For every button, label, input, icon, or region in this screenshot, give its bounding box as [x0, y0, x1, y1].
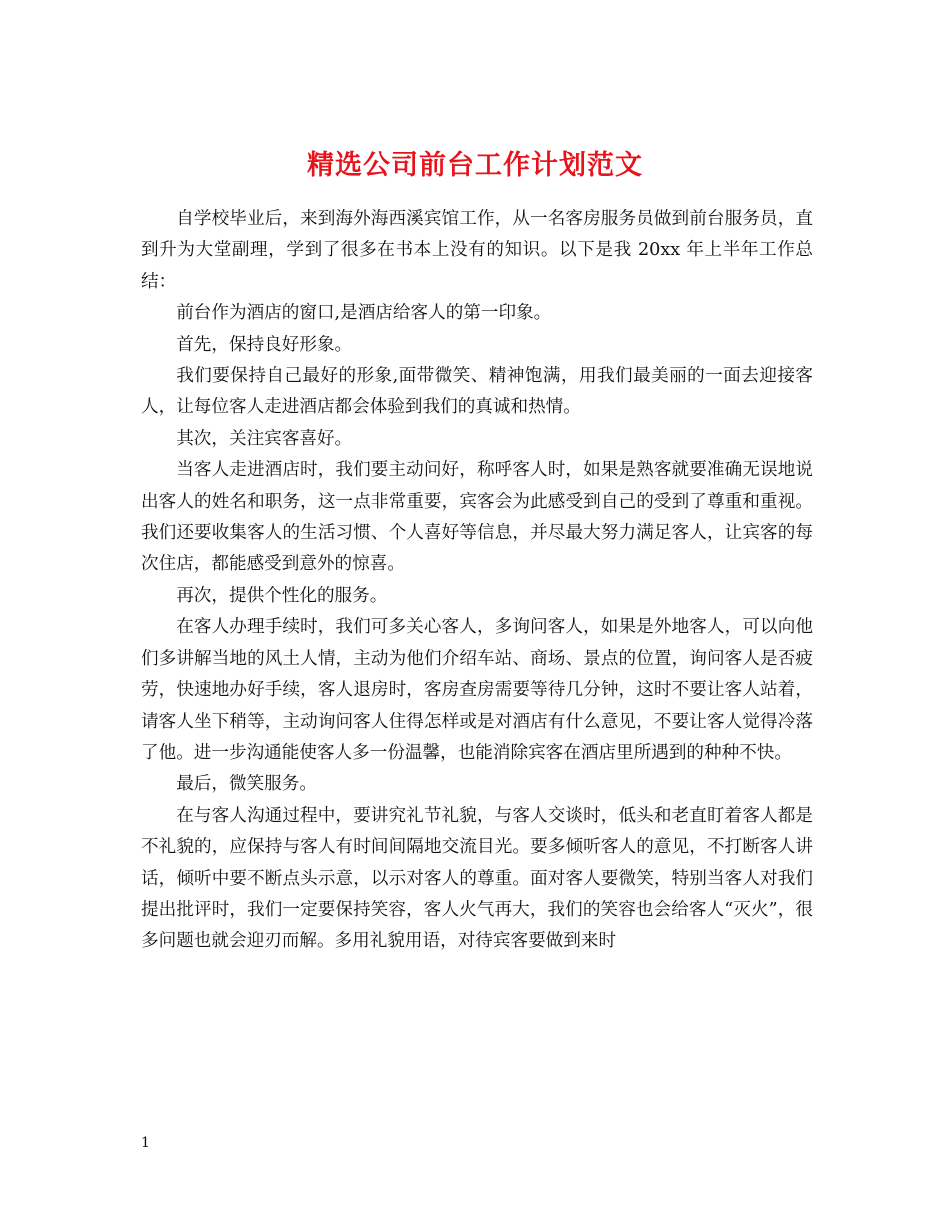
paragraph: 其次，关注宾客喜好。 — [176, 428, 353, 449]
page-number: 1 — [141, 1135, 150, 1151]
paragraph: 在与客人沟通过程中，要讲究礼节礼貌，与客人交谈时，低头和老直盯着客人都是不礼貌的，应保持与客人有时间间隔地交流目光。要多倾听客人的意见，不打断客人讲话，倾听中要不断点头示意，以示对客人的尊重。面对客人要微笑，特别当客人对我们提出批评时，我们一定要保持笑容，客人火气再大，我们的笑容也会给客人“灭火”，很多问题也就会迎刃而解。多用礼貌用语，对待宾客要做到来时 — [141, 805, 813, 952]
paragraph: 前台作为酒店的窗口,是酒店给客人的第一印象。 — [176, 303, 552, 324]
paragraph: 再次，提供个性化的服务。 — [176, 585, 388, 606]
page-title: 精选公司前台工作计划范文 — [307, 150, 643, 182]
paragraph: 最后，微笑服务。 — [176, 774, 317, 795]
paragraph: 首先，保持良好形象。 — [176, 334, 353, 355]
paragraph: 自学校毕业后，来到海外海西溪宾馆工作，从一名客房服务员做到前台服务员，直到升为大堂副理，学到了很多在书本上没有的知识。以下是我 20xx 年上半年工作总结： — [141, 209, 813, 292]
paragraph: 在客人办理手续时，我们可多关心客人，多询问客人，如果是外地客人，可以向他们多讲解当地的风土人情，主动为他们介绍车站、商场、景点的位置，询问客人是否疲劳，快速地办好手续，客人退房时，客房查房需要等待几分钟，这时不要让客人站着，请客人坐下稍等，主动询问客人住得怎样或是对酒店有什么意见，不要让客人觉得冷落了他。进一步沟通能使客人多一份温馨，也能消除宾客在酒店里所遇到的种种不快。 — [141, 617, 813, 763]
document-body — [141, 204, 813, 958]
paragraph: 当客人走进酒店时，我们要主动问好，称呼客人时，如果是熟客就要准确无误地说出客人的姓名和职务，这一点非常重要，宾客会为此感受到自己的受到了尊重和重视。我们还要收集客人的生活习惯、个人喜好等信息，并尽最大努力满足客人，让宾客的每次住店，都能感受到意外的惊喜。 — [141, 460, 813, 575]
paragraph: 我们要保持自己最好的形象,面带微笑、精神饱满，用我们最美丽的一面去迎接客人，让每位客人走进酒店都会体验到我们的真诚和热情。 — [141, 366, 813, 418]
